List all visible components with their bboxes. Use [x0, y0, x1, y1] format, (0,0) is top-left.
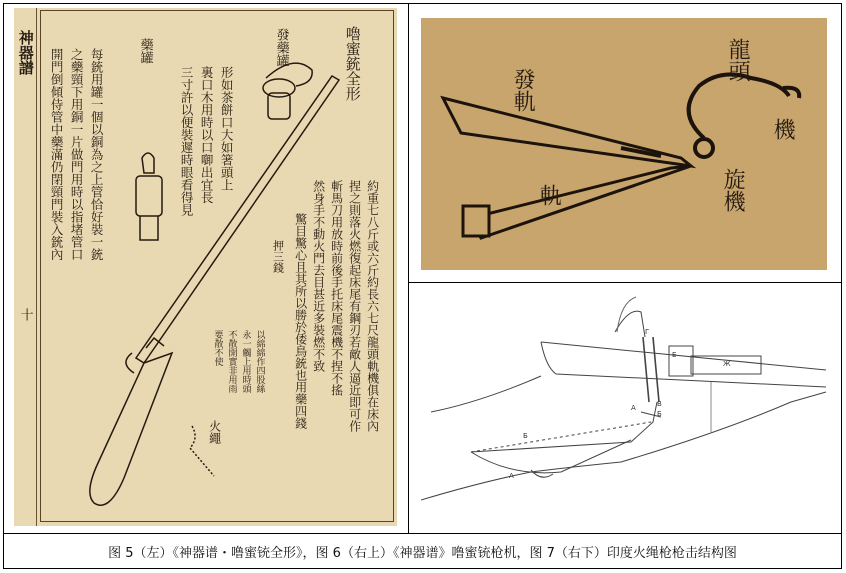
label-e: Е [672, 351, 677, 359]
pivot [695, 139, 713, 157]
fuse-note-1: 以綿綿作四股絲 [254, 330, 265, 393]
panel-divider-vertical [408, 3, 409, 533]
figure6-lock-drawing [421, 18, 827, 270]
fuse-note-2: 永一觸上用時頭 [240, 330, 251, 393]
pot-text-col-2: 之藥頸下用銅一片做門用時以指堵管口 [69, 48, 85, 261]
label-yaxian: 押三錢 [271, 240, 285, 273]
label-xuanji: 旋機 [720, 168, 746, 212]
label-g: Г [645, 328, 650, 336]
figure-caption: 图 5（左）《神器谱・噜蜜铳全形》，图 6（右上）《神器谱》噜蜜铳枪机，图 7（右下）印度火绳枪枪击结构图 [108, 546, 737, 561]
gun-barrel [136, 76, 339, 363]
desc-col-4: 然身手不動火門去目甚近多裝燃不致 [311, 180, 326, 372]
desc-col-5: 驚目驚心且其所以勝於倭鳥銃也用藥四錢 [293, 213, 308, 429]
powder-pot-base [140, 216, 158, 240]
serpentine [643, 337, 649, 402]
label-bangui: 發軌 [510, 68, 536, 112]
stock-left [431, 376, 541, 412]
figure7-matchlock-diagram [421, 292, 835, 528]
gun-trigger [126, 353, 134, 373]
medicine-pot-top [263, 79, 295, 97]
gun-stock [90, 353, 172, 505]
powder-pot-neck [142, 153, 154, 173]
main-heading: 嚕蜜銃全形 [343, 26, 362, 101]
label-fire-rope: 火繩 [207, 420, 222, 444]
fa-text-col-2: 裏口木用時以口啣出宜長 [199, 66, 215, 204]
label-b-left: Б [523, 432, 528, 440]
panel-divider-horizontal [409, 282, 842, 283]
lock-mechanism-svg [421, 18, 827, 270]
pot-text-col-1: 每銃用罐一個以銅為之上管恰好裝一銃 [89, 48, 105, 261]
powder-pot-body [136, 176, 162, 216]
fuse-note-3: 不散開實非用雨 [226, 330, 237, 393]
label-gui: 軌 [536, 184, 562, 206]
match-cord [617, 297, 636, 332]
medicine-pot-label: 發藥罐 [273, 28, 289, 67]
label-v: В [657, 400, 662, 408]
match-holder [615, 311, 645, 337]
rail-lower [471, 166, 691, 238]
stock-lower [421, 392, 826, 500]
figure5-book-page [14, 8, 397, 526]
fuse-note-4: 要散不使 [212, 330, 223, 366]
serpentine2 [653, 337, 659, 402]
label-a-lower: А [509, 472, 514, 480]
stock-edge [541, 342, 826, 387]
book-title: 神器譜 [16, 30, 35, 75]
page-number: 十 [17, 308, 33, 321]
rail-end [463, 206, 489, 236]
medicine-pot-cord [266, 63, 312, 86]
fa-text-col-1: 形如茶餅口大如箸頭上 [219, 66, 235, 191]
matchlock-svg [421, 292, 835, 528]
sear-bar [471, 402, 657, 452]
desc-col-1: 約重七八斤或六斤約長六七尺龍頭軌機俱在床內 [365, 180, 380, 432]
dashed-line [471, 422, 651, 452]
trigger-lever [471, 440, 631, 473]
pot-text-col-3: 開門倒傾侍管中藥滿仍閉頸門裝入銃內 [49, 48, 65, 261]
label-zh: Ж [723, 360, 731, 368]
desc-col-2: 捏之則落火燃復起床尾有鋼刃若敵人逼近即可作 [347, 180, 362, 432]
desc-col-3: 斬馬刀用放時前後手托床尾震機不捏不搖 [329, 180, 344, 396]
powder-pot-label: 藥罐 [137, 38, 153, 64]
label-a-upper: А [631, 404, 636, 412]
label-longtou: 龍頭 [725, 38, 751, 82]
label-ji: 機 [770, 118, 796, 140]
fa-text-col-3: 三寸許以便裝遲時眼看得見 [179, 66, 195, 216]
label-b-right: Б [657, 410, 662, 418]
